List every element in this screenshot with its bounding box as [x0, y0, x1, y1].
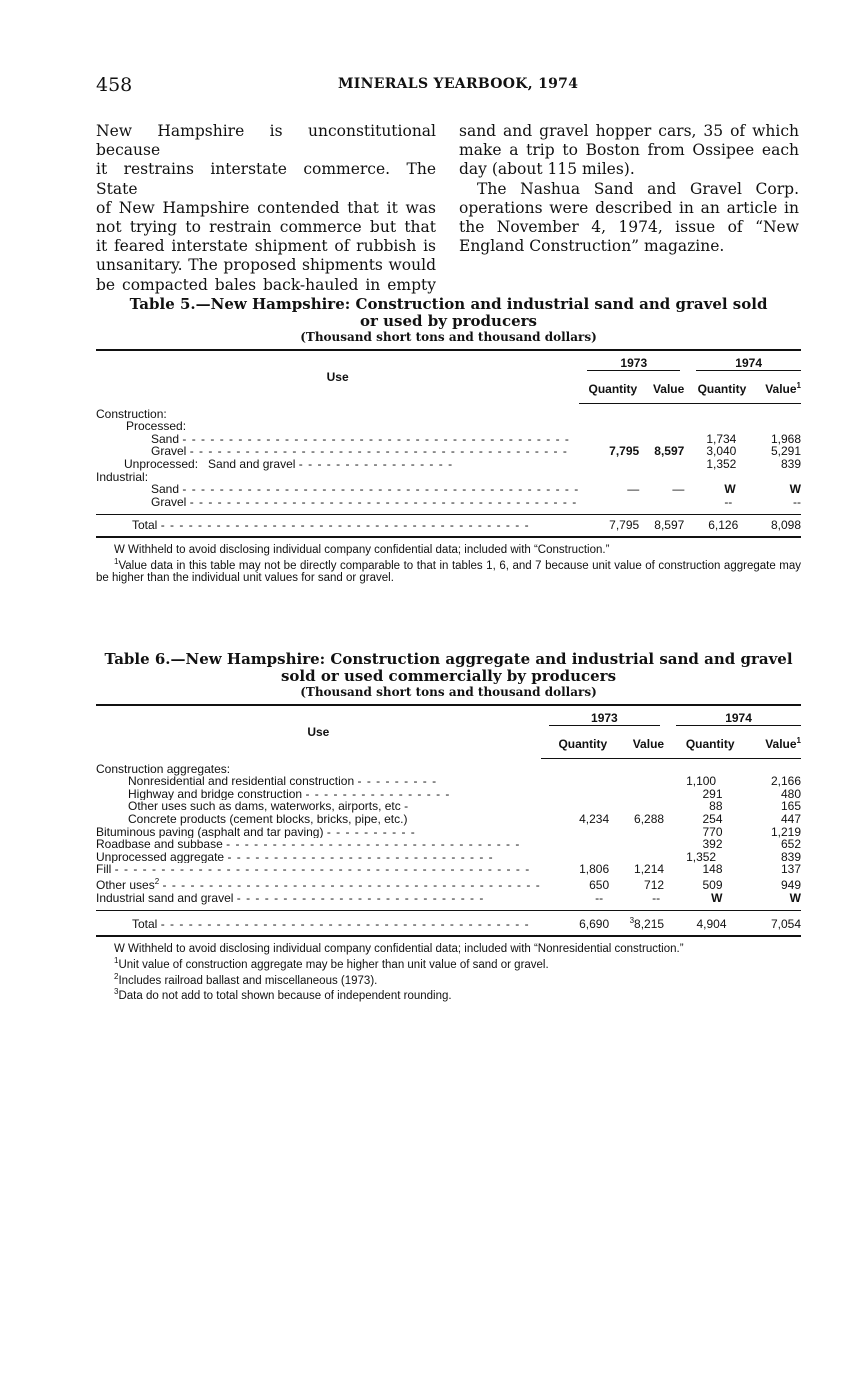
table-5-construction-v73: 8,597 — [654, 444, 685, 459]
table-6-note-2: $^2$Includes railroad ballast and miscellaneous (1973). — [114, 971, 378, 987]
table-6-note-w: W Withheld to avoid disclosing individual company confidential data; included with “Nonresidential construction.” — [114, 942, 684, 955]
table-6-row-bituminous: Bituminous paving (asphalt and tar paving) - - - - - - - - - - — [96, 825, 416, 839]
table-5-value-1973: Value — [643, 374, 688, 404]
table-5-industrial-q74: W — [724, 482, 736, 497]
table-6-total-row: Total - - - - - - - - - - - - - - - - - - - - - - - - - - - - - - - - - - - - - - - - — [132, 917, 530, 932]
table-6-aggregate-q73: 4,234 — [579, 812, 610, 827]
right-paragraph-2: The Nashua Sand and Gravel Corp. operations were described in an article in the November 4, 1974, issue of “New England Construction” magazine. — [459, 179, 799, 256]
right-column — [459, 122, 799, 256]
table-6-other-dams-v74: 165 — [780, 799, 801, 814]
table-5-year-1973: 1973 — [587, 357, 680, 371]
table-6-nonresidential-q74: 1,100 — [686, 774, 717, 789]
table-6 — [96, 651, 801, 1002]
table-5-total-v73: 8,597 — [643, 515, 688, 537]
table-6-use-header: Use — [96, 705, 541, 759]
table-6-title-line-1: Table 6.—New Hampshire: Construction aggregate and industrial sand and gravel — [104, 650, 793, 668]
table-6-bituminous-v74: 1,219 — [770, 824, 801, 839]
table-6-row-roadbase: Roadbase and subbase - - - - - - - - - - - - - - - - - - - - - - - - - - - - - - - - — [96, 838, 521, 851]
table-5-gravel-row: Gravel - - - - - - - - - - - - - - - - - - - - - - - - - - - - - - - - - - - - - - - - - — [151, 445, 568, 459]
table-6-row-concrete: Concrete products (cement blocks, bricks, pipe, etc.) — [128, 813, 408, 826]
table-6-other-v74: 949 — [780, 878, 801, 893]
table-6-value-1974: Value$^1$ — [741, 729, 802, 759]
page-header — [0, 74, 860, 98]
table-5-title-line-1: Table 5.—New Hampshire: Construction and industrial sand and gravel sold — [129, 295, 768, 313]
table-6-row-highway: Highway and bridge construction - - - - - - - - - - - - - - - - — [128, 787, 451, 801]
table-6-fill-q74: 148 — [702, 862, 723, 877]
page-number: 458 — [96, 74, 133, 96]
table-6-industrial-v73: -- — [613, 892, 668, 911]
table-5-sand-row: Sand - - - - - - - - - - - - - - - - - - - - - - - - - - - - - - - - - - - - - - - - - - — [151, 432, 570, 446]
table-6-row-unprocessed: Unprocessed aggregate - - - - - - - - - - - - - - - - - - - - - - - - - - - - - — [96, 850, 494, 864]
table-6-year-1973: 1973 — [549, 712, 660, 726]
table-5-industrial-q73: — — [627, 482, 640, 497]
table-5-industrial-sand-row: Sand - - - - - - - - - - - - - - - - - - - - - - - - - - - - - - - - - - - - - - - - - - - — [151, 483, 580, 496]
table-5-grid — [96, 349, 801, 540]
table-6-fill-v73: 1,214 — [634, 862, 665, 877]
table-6-total-q74: 4,904 — [668, 911, 740, 936]
table-6-row-fill: Fill - - - - - - - - - - - - - - - - - - - - - - - - - - - - - - - - - - - - - - - - - - - - - — [96, 863, 531, 877]
table-6-industrial-q74: W — [668, 892, 740, 911]
table-6-total-q73: 6,690 — [541, 911, 613, 936]
table-5-sand-v74: 1,968 — [770, 431, 801, 446]
table-5-subtitle: (Thousand short tons and thousand dollars) — [300, 330, 597, 344]
table-6-fill-q73: 1,806 — [579, 862, 610, 877]
right-paragraph-1: sand and gravel hopper cars, 35 of which make a trip to Boston from Ossipee each day (about 115 miles). — [459, 122, 799, 179]
table-5-use-header: Use — [96, 350, 579, 404]
table-6-fill-v74: 137 — [780, 862, 801, 877]
table-5-footnotes — [96, 544, 801, 584]
table-6-row-other-dams: Other uses such as dams, waterworks, airports, etc - — [128, 800, 410, 814]
table-5-gravel-q74: 3,040 — [706, 444, 737, 459]
table-6-group-label: Construction aggregates: — [96, 761, 231, 776]
table-6-industrial-q73: -- — [541, 892, 613, 911]
table-6-other-v73: 712 — [644, 878, 665, 893]
table-5-industrial-v73: — — [672, 482, 685, 497]
table-6-concrete-v74: 447 — [780, 812, 801, 827]
left-line-4: not trying to restrain commerce but that — [96, 218, 436, 237]
table-5-gravel-v74: 5,291 — [770, 444, 801, 459]
table-6-subtitle: (Thousand short tons and thousand dollars) — [300, 685, 597, 699]
table-6-quantity-1974: Quantity — [668, 729, 740, 759]
table-5-unprocessed-q74: 1,352 — [706, 457, 737, 472]
table-6-aggregate-v73: 6,288 — [634, 812, 665, 827]
table-6-highway-q74: 291 — [702, 786, 723, 801]
table-5-total-v74: 8,098 — [752, 515, 801, 537]
table-6-row-other-uses: Other uses$^2$ - - - - - - - - - - - - - - - - - - - - - - - - - - - - - - - - - - - - - - - - - — [96, 877, 541, 892]
left-line-6: unsanitary. The proposed shipments would — [96, 256, 436, 275]
table-6-note-3: $^3$Data do not add to total shown because of independent rounding. — [114, 987, 452, 1003]
table-5-industrial-label: Industrial: — [96, 469, 149, 484]
table-5-construction-label: Construction: — [96, 406, 167, 421]
table-6-other-dams-q74: 88 — [709, 799, 723, 814]
table-5-processed-label: Processed: — [126, 419, 187, 434]
table-6-year-1974: 1974 — [676, 712, 801, 726]
table-6-title-line-2: sold or used commercially by producers — [280, 667, 617, 685]
table-5-construction-q73: 7,795 — [609, 444, 640, 459]
table-5-total-q74: 6,126 — [688, 515, 752, 537]
left-column — [96, 122, 436, 295]
table-5-industrial-gravel-v74: -- — [752, 496, 801, 515]
table-5-quantity-1973: Quantity — [579, 374, 643, 404]
running-title: MINERALS YEARBOOK, 1974 — [338, 76, 579, 92]
left-line-7: be compacted bales back-hauled in empty — [96, 275, 436, 294]
table-6-total-v74: 7,054 — [741, 911, 802, 936]
table-5-value-1974: Value$^1$ — [752, 374, 801, 404]
table-5-unprocessed-row: Unprocessed: Sand and gravel - - - - - - - - - - - - - - - - - — [124, 458, 454, 471]
table-6-row-industrial: Industrial sand and gravel - - - - - - - - - - - - - - - - - - - - - - - - - - - — [96, 892, 541, 911]
table-6-concrete-q74: 254 — [702, 812, 723, 827]
table-6-total-v73: $^3$8,215 — [613, 911, 668, 936]
table-5-industrial-v74: W — [789, 482, 801, 497]
table-5-total-q73: 7,795 — [579, 515, 643, 537]
table-6-grid — [96, 704, 801, 939]
table-5-title-line-2: or used by producers — [360, 312, 537, 330]
table-5-note-1: $^1$Value data in this table may not be directly comparable to that in tables 1, 6, and 7 because unit value of construction aggregate may be higher than the individual unit values for sand or gravel. — [96, 557, 801, 584]
table-6-industrial-v74: W — [741, 892, 802, 911]
table-5-sand-q74: 1,734 — [706, 431, 737, 446]
table-6-roadbase-v74: 652 — [780, 837, 801, 852]
table-6-note-1: $^1$Unit value of construction aggregate may be higher than unit value of sand or gravel. — [114, 955, 549, 971]
left-line-1: New Hampshire is unconstitutional because — [96, 122, 436, 160]
table-6-bituminous-q74: 770 — [702, 824, 723, 839]
table-6-nonresidential-v74: 2,166 — [770, 774, 801, 789]
table-5-quantity-1974: Quantity — [688, 374, 752, 404]
table-6-unprocessed-q74: 1,352 — [686, 849, 717, 864]
table-6-footnotes — [96, 943, 801, 1002]
table-5-total-row: Total - - - - - - - - - - - - - - - - - - - - - - - - - - - - - - - - - - - - - - - - — [132, 518, 530, 533]
left-line-5: it feared interstate shipment of rubbish is — [96, 237, 436, 256]
table-5-unprocessed-v74: 839 — [780, 457, 801, 472]
table-6-other-q73: 650 — [589, 878, 610, 893]
table-6-quantity-1973: Quantity — [541, 729, 613, 759]
table-5-year-1974: 1974 — [696, 357, 801, 371]
table-6-highway-v74: 480 — [780, 786, 801, 801]
table-6-unprocessed-v74: 839 — [780, 849, 801, 864]
table-6-value-1973: Value — [613, 729, 668, 759]
left-line-2: it restrains interstate commerce. The State — [96, 160, 436, 198]
table-5 — [96, 296, 801, 584]
table-5-industrial-gravel-q74: -- — [688, 496, 752, 515]
left-line-3: of New Hampshire contended that it was — [96, 198, 436, 217]
table-5-industrial-gravel-row: Gravel - - - - - - - - - - - - - - - - - - - - - - - - - - - - - - - - - - - - - - - - - - — [96, 496, 579, 515]
table-6-row-nonresidential: Nonresidential and residential construction - - - - - - - - - — [128, 775, 438, 788]
table-5-note-w: W Withheld to avoid disclosing individual company confidential data; included with “Construction.” — [114, 544, 610, 557]
table-6-roadbase-q74: 392 — [702, 837, 723, 852]
table-6-other-q74: 509 — [702, 878, 723, 893]
